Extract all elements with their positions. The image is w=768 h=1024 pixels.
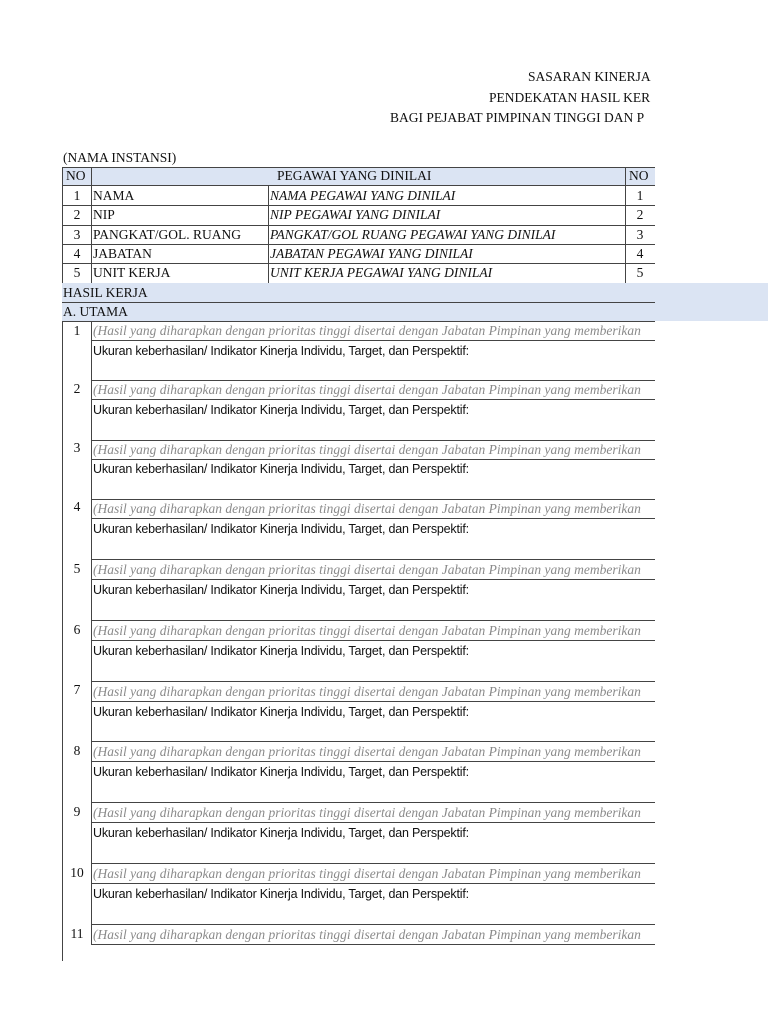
item-mid-border: [91, 944, 655, 945]
item-top-border: [91, 681, 655, 682]
row-label: NIP: [93, 207, 115, 222]
item-ukuran: Ukuran keberhasilan/ Indikator Kinerja Individu, Target, dan Perspektif:: [93, 583, 469, 597]
item-hasil: (Hasil yang diharapkan dengan prioritas tinggi disertai dengan Jabatan Pimpinan yang memberikan: [93, 927, 641, 942]
item-top-border: [91, 802, 655, 803]
item-no-border: [91, 620, 92, 681]
item-mid-border: [91, 518, 655, 519]
item-no: 5: [73, 561, 81, 576]
item-hasil: (Hasil yang diharapkan dengan prioritas tinggi disertai dengan Jabatan Pimpinan yang memberikan: [93, 623, 641, 638]
item-no-border: [91, 741, 92, 802]
row-no: 5: [73, 265, 81, 280]
item-mid-border: [91, 579, 655, 580]
row-no: 1: [73, 188, 81, 203]
item-ukuran: Ukuran keberhasilan/ Indikator Kinerja Individu, Target, dan Perspektif:: [93, 826, 469, 840]
item-no-border: [91, 440, 92, 499]
item-no-border: [91, 321, 92, 380]
item-no-border: [91, 863, 92, 924]
item-no-border: [91, 802, 92, 863]
row-no: 3: [73, 227, 81, 242]
item-ukuran: Ukuran keberhasilan/ Indikator Kinerja Individu, Target, dan Perspektif:: [93, 644, 469, 658]
item-top-border: [91, 559, 655, 560]
item-mid-border: [91, 883, 655, 884]
item-no: 8: [73, 743, 81, 758]
row-value: PANGKAT/GOL RUANG PEGAWAI YANG DINILAI: [270, 227, 556, 242]
item-no: 2: [73, 381, 81, 396]
table-border: [62, 185, 655, 186]
item-hasil: (Hasil yang diharapkan dengan prioritas tinggi disertai dengan Jabatan Pimpinan yang memberikan: [93, 442, 641, 457]
row-value: UNIT KERJA PEGAWAI YANG DINILAI: [270, 265, 493, 280]
item-ukuran: Ukuran keberhasilan/ Indikator Kinerja Individu, Target, dan Perspektif:: [93, 403, 469, 417]
item-no: 4: [73, 499, 81, 514]
item-ukuran: Ukuran keberhasilan/ Indikator Kinerja Individu, Target, dan Perspektif:: [93, 522, 469, 536]
item-mid-border: [91, 399, 655, 400]
row-value: NAMA PEGAWAI YANG DINILAI: [270, 188, 456, 203]
item-top-border: [91, 741, 655, 742]
item-ukuran: Ukuran keberhasilan/ Indikator Kinerja Individu, Target, dan Perspektif:: [93, 462, 469, 476]
title-line-2: PENDEKATAN HASIL KER: [489, 90, 651, 105]
item-ukuran: Ukuran keberhasilan/ Indikator Kinerja Individu, Target, dan Perspektif:: [93, 887, 469, 901]
item-mid-border: [91, 340, 655, 341]
item-no-border: [91, 559, 92, 620]
col-no-header: NO: [66, 168, 86, 183]
row-no-right: 5: [636, 265, 644, 280]
item-ukuran: Ukuran keberhasilan/ Indikator Kinerja Individu, Target, dan Perspektif:: [93, 765, 469, 779]
item-no-border: [91, 681, 92, 741]
row-no-right: 3: [636, 227, 644, 242]
item-top-border: [91, 924, 655, 925]
band-divider: [62, 302, 655, 303]
item-hasil: (Hasil yang diharapkan dengan prioritas tinggi disertai dengan Jabatan Pimpinan yang memberikan: [93, 382, 641, 397]
hasil-kerja-heading: HASIL KERJA: [63, 285, 148, 300]
row-label: NAMA: [93, 188, 135, 203]
item-no: 9: [73, 804, 81, 819]
item-hasil: (Hasil yang diharapkan dengan prioritas tinggi disertai dengan Jabatan Pimpinan yang memberikan: [93, 562, 641, 577]
item-hasil: (Hasil yang diharapkan dengan prioritas tinggi disertai dengan Jabatan Pimpinan yang memberikan: [93, 744, 641, 759]
row-no-right: 2: [636, 207, 644, 222]
item-mid-border: [91, 701, 655, 702]
row-no: 2: [73, 207, 81, 222]
col-no-right-header: NO: [629, 168, 649, 183]
row-no-right: 1: [636, 188, 644, 203]
table-border: [268, 185, 269, 283]
item-ukuran: Ukuran keberhasilan/ Indikator Kinerja Individu, Target, dan Perspektif:: [93, 705, 469, 719]
row-label: JABATAN: [93, 246, 152, 261]
item-no-border: [91, 499, 92, 559]
row-value: JABATAN PEGAWAI YANG DINILAI: [270, 246, 473, 261]
col-pegawai-header: PEGAWAI YANG DINILAI: [277, 168, 432, 183]
item-ukuran: Ukuran keberhasilan/ Indikator Kinerja Individu, Target, dan Perspektif:: [93, 344, 469, 358]
item-no: 7: [73, 682, 81, 697]
item-mid-border: [91, 640, 655, 641]
item-no-border: [91, 380, 92, 440]
row-no: 4: [73, 246, 81, 261]
table-border: [91, 167, 92, 283]
title-line-3: BAGI PEJABAT PIMPINAN TINGGI DAN P: [390, 110, 645, 125]
item-no: 1: [73, 323, 81, 338]
row-label: UNIT KERJA: [93, 265, 171, 280]
item-no: 10: [70, 865, 84, 880]
item-no-border: [91, 924, 92, 944]
item-hasil: (Hasil yang diharapkan dengan prioritas tinggi disertai dengan Jabatan Pimpinan yang memberikan: [93, 323, 641, 338]
item-top-border: [91, 620, 655, 621]
item-hasil: (Hasil yang diharapkan dengan prioritas tinggi disertai dengan Jabatan Pimpinan yang memberikan: [93, 866, 641, 881]
item-mid-border: [91, 822, 655, 823]
item-top-border: [91, 863, 655, 864]
nama-instansi: (NAMA INSTANSI): [63, 150, 177, 165]
row-value: NIP PEGAWAI YANG DINILAI: [270, 207, 441, 222]
item-hasil: (Hasil yang diharapkan dengan prioritas tinggi disertai dengan Jabatan Pimpinan yang memberikan: [93, 684, 641, 699]
title-line-1: SASARAN KINERJA: [528, 69, 651, 84]
item-no: 3: [73, 440, 81, 455]
item-mid-border: [91, 761, 655, 762]
item-hasil: (Hasil yang diharapkan dengan prioritas tinggi disertai dengan Jabatan Pimpinan yang memberikan: [93, 501, 641, 516]
hasil-kerja-band-overflow: [655, 283, 768, 321]
item-no: 11: [70, 926, 84, 941]
row-label: PANGKAT/GOL. RUANG: [93, 227, 242, 242]
row-no-right: 4: [636, 246, 644, 261]
utama-heading: A. UTAMA: [63, 304, 128, 319]
item-no: 6: [73, 622, 81, 637]
item-hasil: (Hasil yang diharapkan dengan prioritas tinggi disertai dengan Jabatan Pimpinan yang memberikan: [93, 805, 641, 820]
